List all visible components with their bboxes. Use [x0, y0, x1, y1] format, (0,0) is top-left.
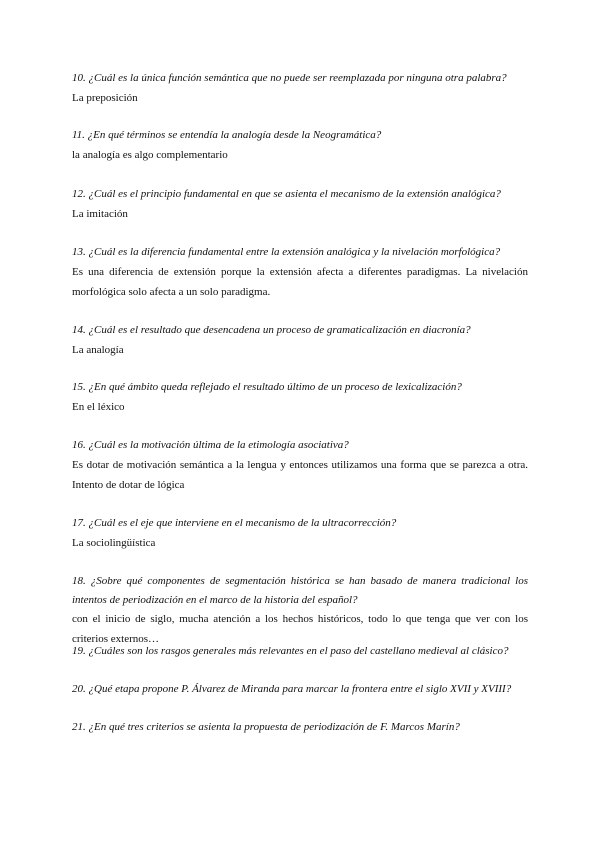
answer-16: Es dotar de motivación semántica a la lengua y entonces utilizamos una forma que se parezca a otra. Intento de dotar de lógica	[72, 459, 528, 491]
question-19: 19. ¿Cuáles son los rasgos generales más relevantes en el paso del castellano medieval al clásico?	[72, 645, 509, 657]
question-14: 14. ¿Cuál es el resultado que desencadena un proceso de gramaticalización en diacronía?	[72, 324, 471, 336]
question-20: 20. ¿Qué etapa propone P. Álvarez de Miranda para marcar la frontera entre el siglo XVII y XVIII?	[72, 683, 512, 695]
question-21: 21. ¿En qué tres criterios se asienta la propuesta de periodización de F. Marcos Marín?	[72, 721, 460, 733]
question-10: 10. ¿Cuál es la única función semántica que no puede ser reemplazada por ninguna otra palabra?	[72, 72, 507, 84]
answer-10: La preposición	[72, 92, 138, 104]
answer-13: Es una diferencia de extensión porque la extensión afecta a diferentes paradigmas. La nivelación morfológica solo afecta a un solo paradigma.	[72, 266, 528, 298]
question-15: 15. ¿En qué ámbito queda reflejado el resultado último de un proceso de lexicalización?	[72, 381, 462, 393]
answer-18: con el inicio de siglo, mucha atención a los hechos históricos, todo lo que tenga que ver con los criterios externos…	[72, 613, 528, 645]
question-17: 17. ¿Cuál es el eje que interviene en el mecanismo de la ultracorrección?	[72, 517, 397, 529]
answer-17: La sociolingüística	[72, 537, 156, 549]
answer-15: En el léxico	[72, 401, 125, 413]
question-11: 11. ¿En qué términos se entendía la analogía desde la Neogramática?	[72, 129, 382, 141]
question-13: 13. ¿Cuál es la diferencia fundamental entre la extensión analógica y la nivelación morfológica?	[72, 246, 501, 258]
question-16: 16. ¿Cuál es la motivación última de la etimología asociativa?	[72, 439, 349, 451]
question-18: 18. ¿Sobre qué componentes de segmentación histórica se han basado de manera tradicional los intentos de periodización en el marco de la historia del español?	[72, 575, 528, 606]
answer-11: la analogía es algo complementario	[72, 149, 228, 161]
answer-14: La analogía	[72, 344, 124, 356]
answer-12: La imitación	[72, 208, 128, 220]
question-12: 12. ¿Cuál es el principio fundamental en que se asienta el mecanismo de la extensión analógica?	[72, 188, 501, 200]
